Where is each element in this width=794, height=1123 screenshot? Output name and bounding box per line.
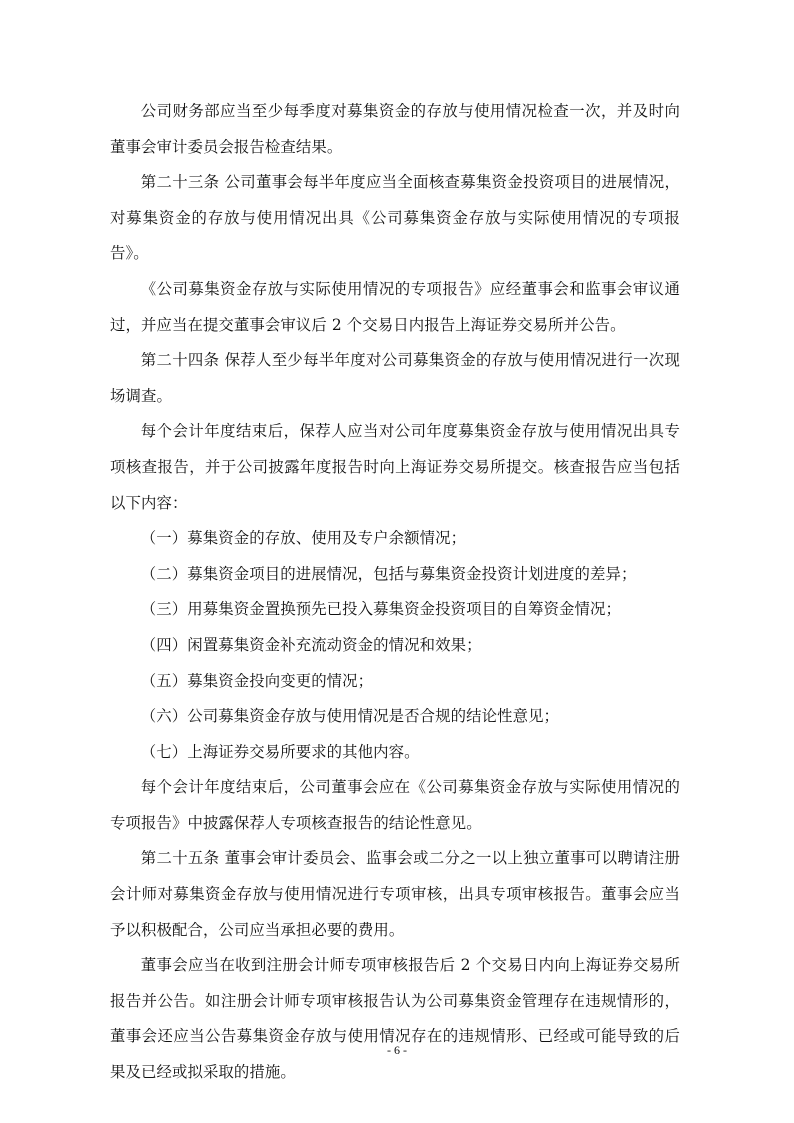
list-item-4: （四）闲置募集资金补充流动资金的情况和效果； [140,635,482,654]
list-item-3: （三）用募集资金置换预先已投入募集资金投资项目的自筹资金情况； [140,600,622,619]
list-item-6: （六）公司募集资金存放与使用情况是否合规的结论性意见； [140,707,560,726]
paragraph-article-24: 第二十四条 保荐人至少每半年度对公司募集资金的存放与使用情况进行一次现场调查。 [110,351,680,405]
paragraph-audit-report-announcement: 董事会应当在收到注册会计师专项审核报告后 2 个交易日内向上海证券交易所报告并公告。如注册会计师专项审核报告认为公司募集资金管理存在违规情形的，董事会还应当公告募集资金存放与使用情况存在的违规情形、已经或可能导致的后果及已经或拟采取的措施。 [110,956,680,1082]
list-item-1: （一）募集资金的存放、使用及专户余额情况； [140,529,467,548]
document-body [110,94,680,1091]
paragraph-sponsor-verification-report: 每个会计年度结束后，保荐人应当对公司年度募集资金存放与使用情况出具专项核查报告，并于公司披露年度报告时向上海证券交易所提交。核查报告应当包括以下内容： [110,422,680,512]
list-item-5: （五）募集资金投向变更的情况； [140,671,374,690]
paragraph-finance-inspection: 公司财务部应当至少每季度对募集资金的存放与使用情况检查一次，并及时向董事会审计委员会报告检查结果。 [110,102,680,156]
paragraph-special-report-approval: 《公司募集资金存放与实际使用情况的专项报告》应经董事会和监事会审议通过，并应当在提交董事会审议后 2 个交易日内报告上海证券交易所并公告。 [110,279,680,334]
paragraph-article-23: 第二十三条 公司董事会每半年度应当全面核查募集资金投资项目的进展情况，对募集资金的存放与使用情况出具《公司募集资金存放与实际使用情况的专项报告》。 [110,173,680,263]
list-item-2: （二）募集资金项目的进展情况，包括与募集资金投资计划进度的差异； [140,564,637,583]
list-item-7: （七）上海证券交易所要求的其他内容。 [140,742,420,761]
paragraph-article-25: 第二十五条 董事会审计委员会、监事会或二分之一以上独立董事可以聘请注册会计师对募集资金存放与使用情况进行专项审核，出具专项审核报告。董事会应当予以积极配合，公司应当承担必要的费用。 [110,849,680,939]
paragraph-board-disclosure: 每个会计年度结束后，公司董事会应在《公司募集资金存放与实际使用情况的专项报告》中披露保荐人专项核查报告的结论性意见。 [110,778,680,832]
page-number: - 6 - [387,1043,407,1057]
